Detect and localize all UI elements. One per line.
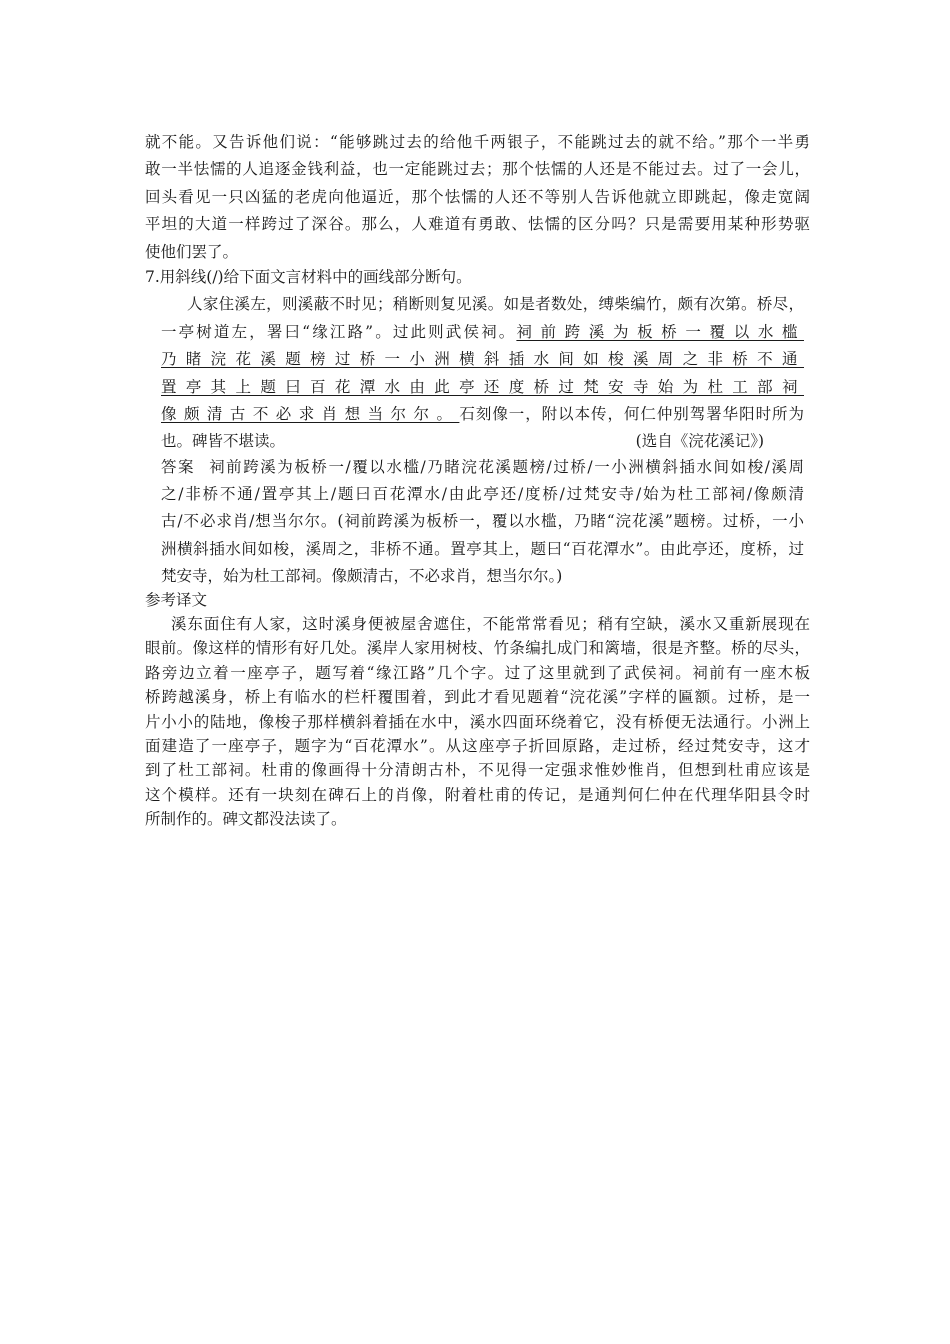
source-citation: (选自《浣花溪记》)	[635, 432, 764, 451]
answer-block	[145, 456, 810, 589]
material-line	[145, 403, 810, 426]
previous-passage	[145, 131, 810, 264]
underlined-text: 乃睹浣花溪题榜过桥一小洲横斜插水间如梭溪周之非桥不通	[161, 350, 804, 369]
material-plain-text: 也。碑皆不堪读。	[161, 432, 286, 451]
text-line: 敢一半怯懦的人追逐金钱利益，也一定能跳过去；那个怯懦的人还是不能过去。过了一会儿，	[145, 160, 810, 179]
underlined-text: 像颇清古不必求肖想当尔尔。	[161, 404, 460, 423]
answer-line: 古/不必求肖/想当尔尔。(祠前跨溪为板桥一，覆以水槛，乃睹“浣花溪”题榜。过桥，一小	[161, 512, 804, 531]
translation-line: 路旁边立着一座亭子，题写着“缘江路”几个字。过了这里就到了武侯祠。祠前有一座木板	[145, 663, 810, 682]
translation-line: 面建造了一座亭子，题字为“百花潭水”。从这座亭子折回原路，走过桥，经过梵安寺，这才	[145, 736, 810, 755]
underlined-text: 置亭其上题曰百花潭水由此亭还度桥过梵安寺始为杜工部祠	[161, 377, 804, 396]
underlined-text: 祠前跨溪为板桥一覆以水槛	[516, 322, 804, 341]
text-line: 回头看见一只凶猛的老虎向他逼近，那个怯懦的人还不等别人告诉他就立即跳起，像走宽阔	[145, 187, 810, 206]
text-line: 就不能。又告诉他们说：“能够跳过去的给他千两银子，不能跳过去的就不给。”那个一半勇	[145, 133, 810, 151]
material-plain-text: 一亭树道左，署曰“缘江路”。过此则武侯祠。	[161, 322, 517, 341]
material-line	[145, 321, 810, 344]
translation-line: 到了杜工部祠。杜甫的像画得十分清朗古朴，不见得一定强求惟妙惟肖，但想到杜甫应该是	[145, 761, 810, 780]
reference-translation	[145, 589, 810, 832]
material-line	[145, 376, 810, 399]
text-line: 平坦的大道一样跨过了深谷。那么，人难道有勇敢、怯懦的区分吗？只是需要用某种形势驱	[145, 215, 810, 234]
translation-line: 片小小的陆地，像梭子那样横斜着插在水中，溪水四面环绕着它，没有桥便无法通行。小洲上	[145, 712, 810, 731]
text-line: 使他们罢了。	[145, 242, 239, 261]
answer-line: 之/非桥不通/置亭其上/题曰百花潭水/由此亭还/度桥/过梵安寺/始为杜工部祠/像颇清	[161, 485, 804, 504]
question-prompt: 7.用斜线(/)给下面文言材料中的画线部分断句。	[145, 267, 472, 286]
question-7	[145, 266, 810, 589]
document-page	[145, 131, 810, 832]
answer-line: 洲横斜插水间如梭，溪周之，非桥不通。置亭其上，题曰“百花潭水”。由此亭还，度桥，过	[161, 539, 804, 558]
material-line: 人家住溪左，则溪蔽不时见；稍断则复见溪。如是者数处，缚柴编竹，颇有次第。桥尽，	[187, 295, 804, 314]
answer-text: 祠前跨溪为板桥一/覆以水槛/乃睹浣花溪题榜/过桥/一小洲横斜插水间如梭/溪周	[209, 457, 804, 476]
answer-label: 答案	[161, 457, 196, 476]
translation-line: 这个模样。还有一块刻在碑石上的肖像，附着杜甫的传记，是通判何仁仲在代理华阳县令时	[145, 785, 810, 804]
material-plain-text: 石刻像一，附以本传，何仁仲别驾署华阳时所为	[459, 404, 804, 423]
answer-line	[145, 456, 810, 479]
translation-heading: 参考译文	[145, 590, 208, 609]
translation-line: 所制作的。碑文都没法读了。	[145, 810, 347, 829]
material-line	[145, 348, 810, 371]
material-line	[145, 430, 810, 453]
translation-line: 溪东面住有人家，这时溪身便被屋舍遮住，不能常常看见；稍有空缺，溪水又重新展现在	[171, 615, 810, 634]
translation-line: 眼前。像这样的情形有好几处。溪岸人家用树枝、竹条编扎成门和篱墙，很是齐整。桥的尽头，	[145, 639, 810, 658]
answer-line: 梵安寺，始为杜工部祠。像颇清古，不必求肖，想当尔尔。)	[161, 567, 563, 586]
translation-line: 桥跨越溪身，桥上有临水的栏杆覆围着，到此才看见题着“浣花溪”字样的匾额。过桥，是一	[145, 688, 810, 707]
classical-material	[145, 293, 810, 453]
